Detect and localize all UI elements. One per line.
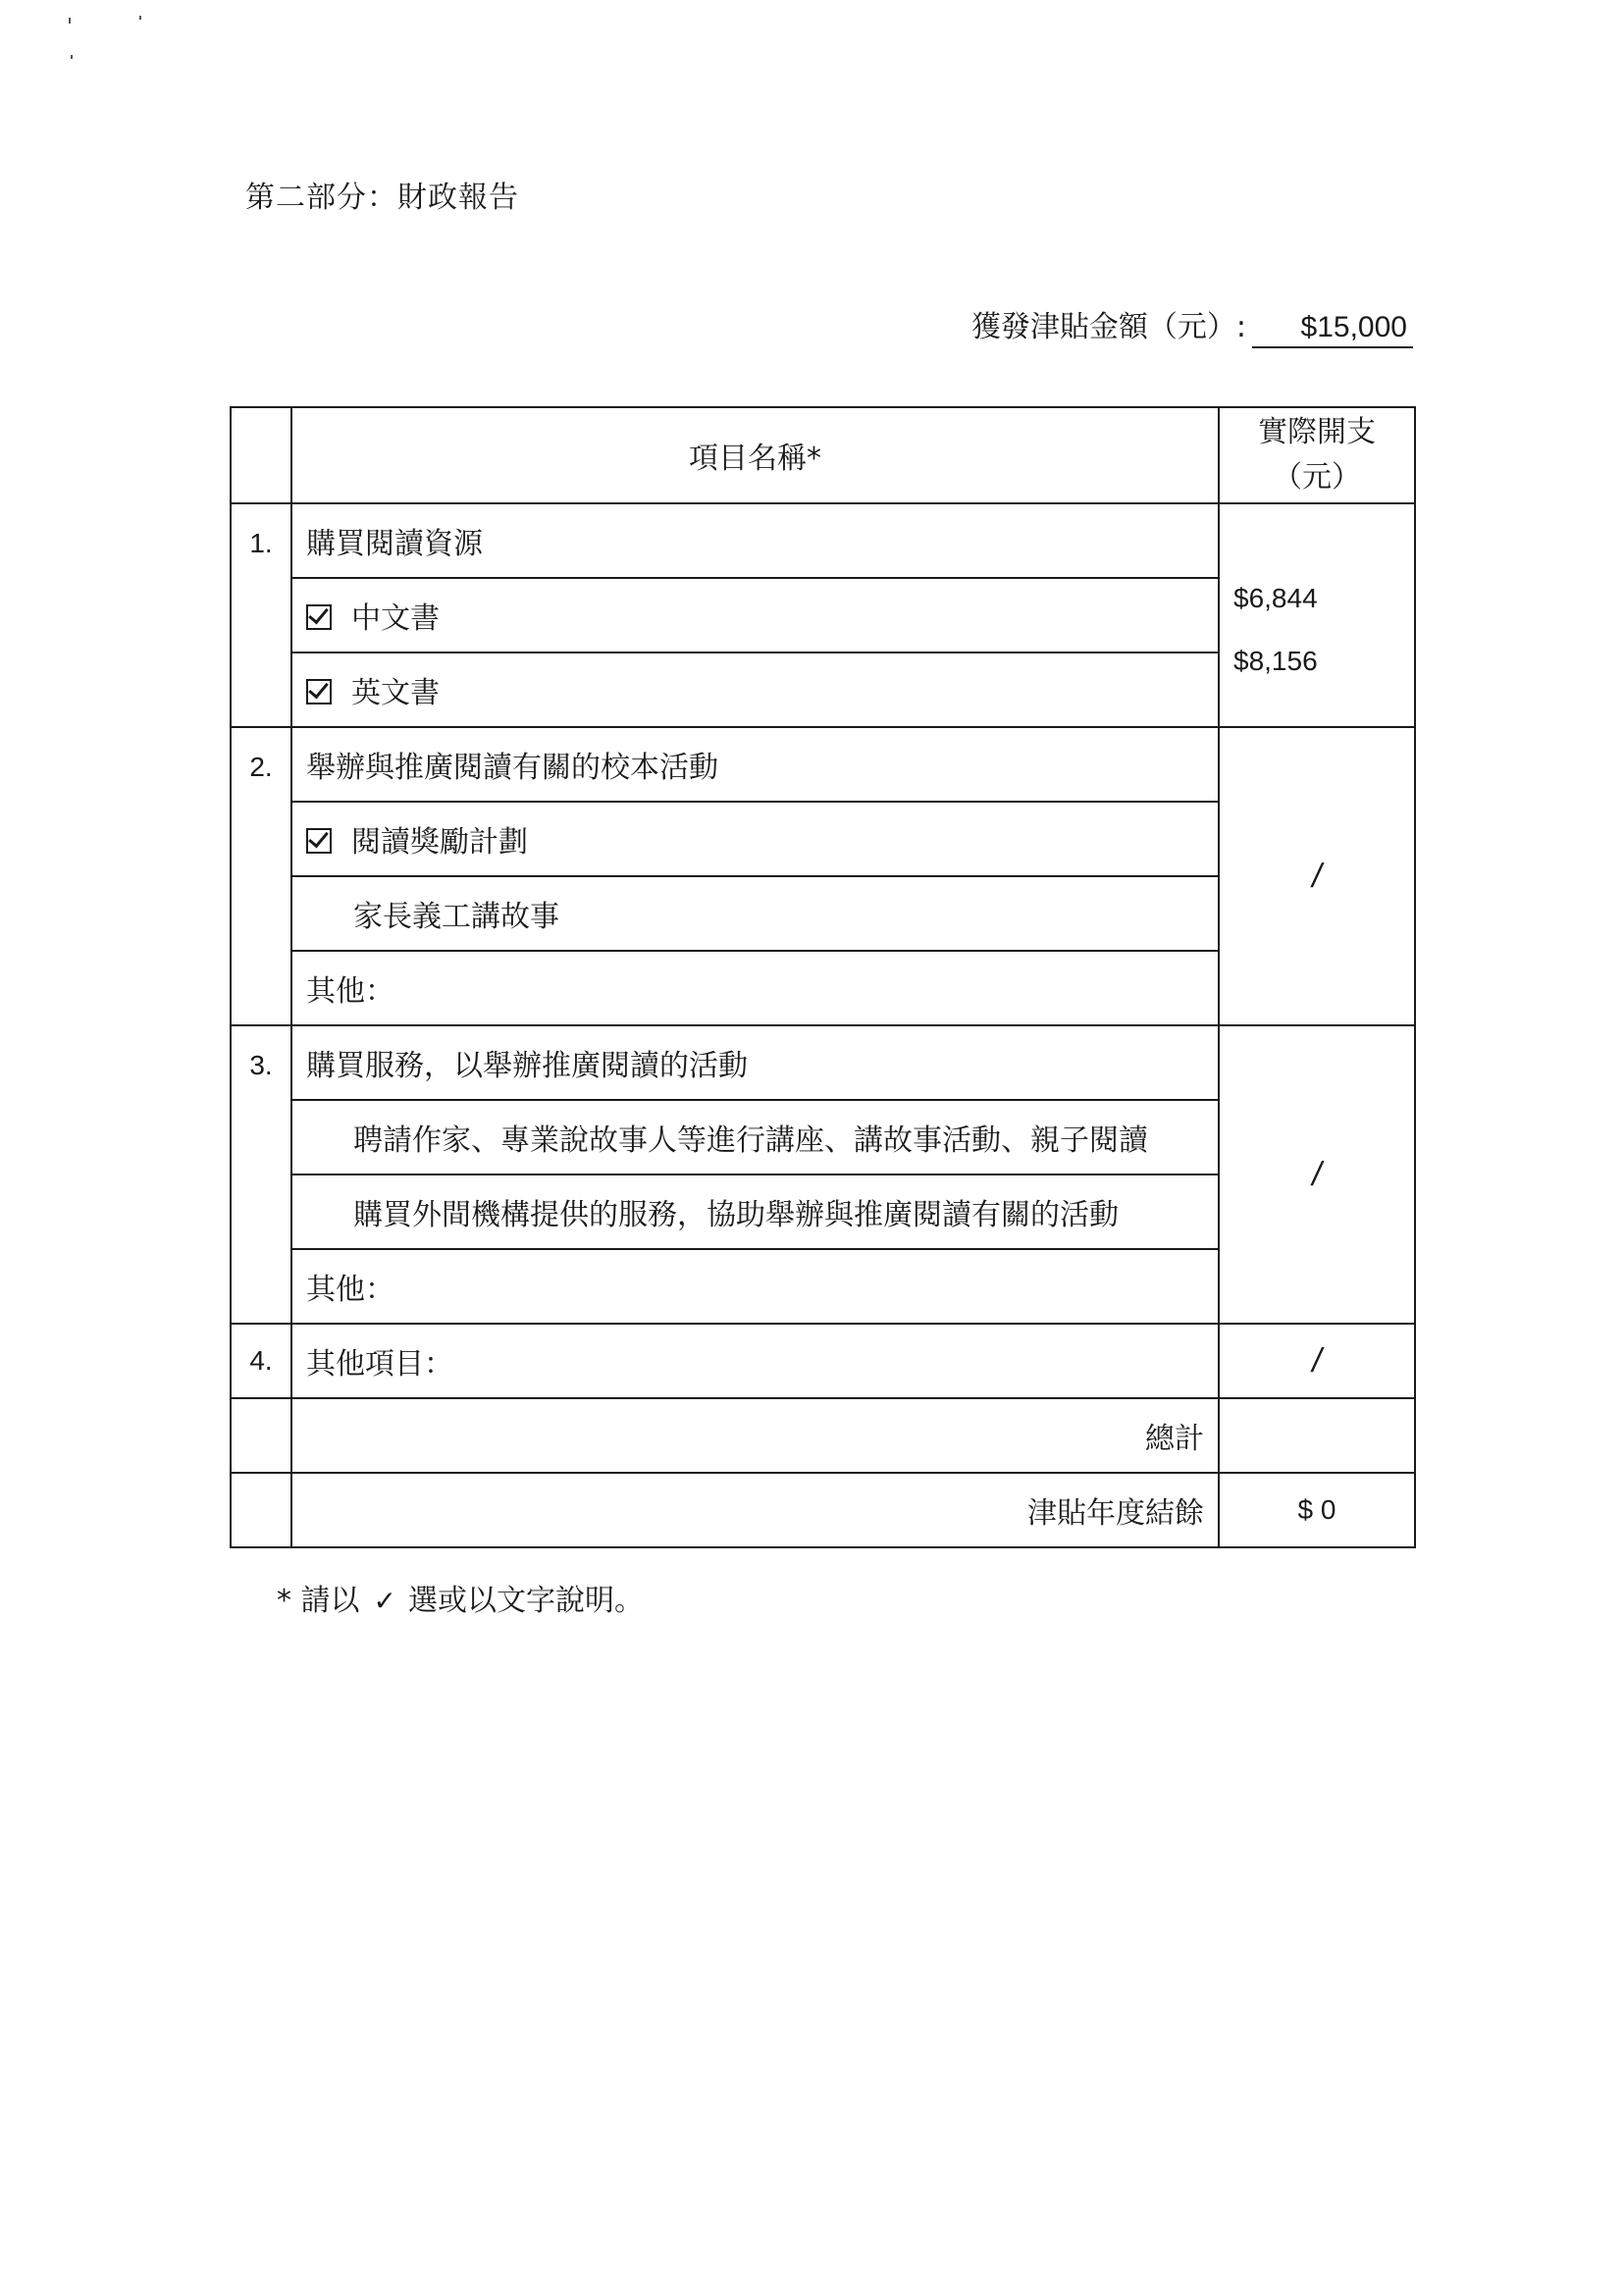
list-item: 其他： [291,951,1219,1025]
section-2-expense-cell [1219,727,1415,1025]
financial-report-table [230,406,1416,1548]
section-title-cell: 購買閱讀資源 [291,503,1219,578]
scan-mark [139,16,141,20]
total-row [231,1398,1415,1473]
grant-amount-line [971,302,1413,348]
grant-label: 獲發津貼金額（元）: [970,310,1246,344]
section-1-expense-cell [1219,503,1415,727]
section-number: 4. [231,1324,291,1398]
table-row [231,503,1415,578]
list-item [291,578,1219,652]
header-expense-line1: 實際開支 [1258,415,1376,449]
checked-box-icon[interactable] [306,828,332,854]
expense-value: / [1312,1341,1322,1380]
section-3-expense-cell [1219,1025,1415,1324]
table-row [231,727,1415,802]
header-expense-line2: （元） [1273,460,1361,495]
section-title-cell: 其他項目： [291,1324,1219,1398]
list-item: 聘請作家、專業說故事人等進行講座、講故事活動、親子閱讀 [291,1100,1219,1174]
checkmark-icon: ✓ [373,1585,397,1617]
balance-row [231,1473,1415,1547]
section-number: 3. [231,1025,291,1324]
footnote-prefix: * 請以 [277,1584,360,1618]
section-number: 2. [231,727,291,1025]
expense-value: / [1312,1155,1322,1193]
empty-cell [231,1398,291,1473]
list-item: 購買外間機構提供的服務，協助舉辦與推廣閱讀有關的活動 [291,1174,1219,1249]
balance-value: $ 0 [1219,1473,1415,1547]
total-value [1219,1398,1415,1473]
expense-chinese-books: $6,844 [1233,583,1318,613]
list-item [291,802,1219,876]
section-number: 1. [231,503,291,727]
empty-cell [231,1473,291,1547]
list-item [291,652,1219,727]
grant-amount-value: $15,000 [1252,311,1413,348]
header-actual-expense [1219,407,1415,503]
item-label: 閱讀獎勵計劃 [351,825,528,860]
header-item-name: 項目名稱* [291,407,1219,503]
scan-mark [69,18,71,24]
list-item: 家長義工講故事 [291,876,1219,951]
footnote [277,1576,644,1619]
expense-value: / [1312,857,1322,895]
section-4-expense-cell [1219,1324,1415,1398]
header-number-cell [231,407,291,503]
checked-box-icon[interactable] [306,604,332,630]
checked-box-icon[interactable] [306,679,332,704]
scan-mark [71,55,73,59]
footnote-suffix: 選或以文字說明。 [408,1584,645,1618]
item-label: 英文書 [351,676,440,710]
table-row [231,1324,1415,1398]
total-label: 總計 [291,1398,1219,1473]
expense-english-books: $8,156 [1233,646,1318,676]
section-title-cell: 購買服務，以舉辦推廣閱讀的活動 [291,1025,1219,1100]
table-header-row [231,407,1415,503]
section-title: 第二部分：財政報告 [245,181,519,215]
balance-label: 津貼年度結餘 [291,1473,1219,1547]
list-item: 其他： [291,1249,1219,1324]
table-row [231,1025,1415,1100]
section-title-cell: 舉辦與推廣閱讀有關的校本活動 [291,727,1219,802]
item-label: 中文書 [351,601,440,636]
